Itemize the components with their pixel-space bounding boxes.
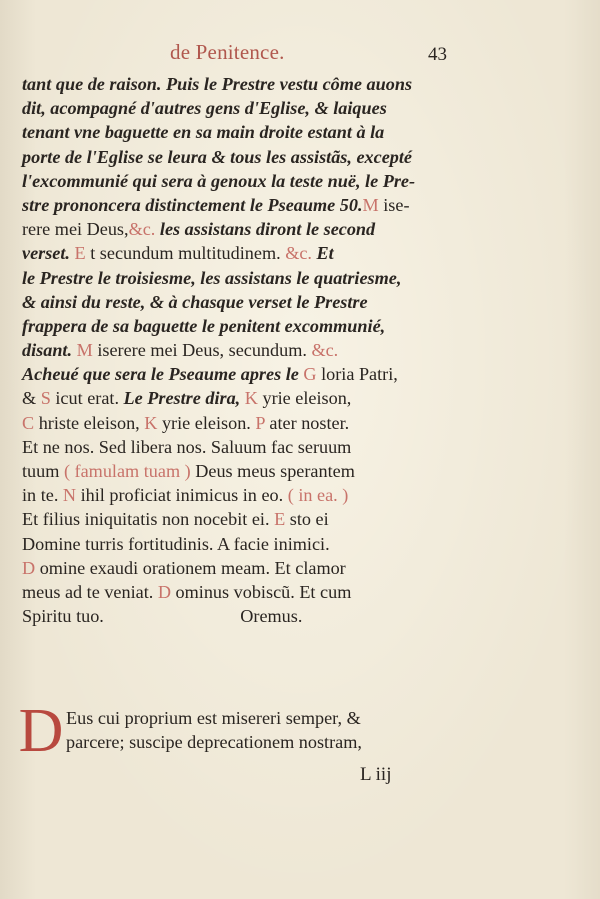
text-run: yrie eleison,: [257, 388, 352, 409]
rubric-initial: &c.: [311, 340, 339, 361]
text-run: omine exaudi orationem meam. Et clamor: [35, 557, 346, 578]
text-line: [22, 604, 462, 628]
text-run: ise-: [378, 194, 410, 215]
text-run: meus ad te veniat.: [22, 581, 158, 602]
text-line: [22, 483, 462, 507]
running-head-title: de Penitence.: [170, 40, 285, 64]
text-run: l'excommunié qui sera à genoux la teste nuë, le Pre-: [22, 170, 416, 191]
text-run: iserere mei Deus, secundum.: [92, 340, 312, 361]
text-run: tuum: [22, 461, 64, 481]
text-line: [22, 96, 462, 120]
text-run: Et: [311, 243, 334, 264]
running-head: [0, 38, 600, 68]
prayer-block: [22, 706, 462, 754]
text-line: [22, 169, 462, 193]
text-run: Deus meus sperantem: [190, 461, 355, 481]
text-line: [22, 386, 462, 410]
rubric-initial: &c.: [285, 243, 312, 264]
drop-cap-initial: D: [18, 697, 64, 765]
signature-mark: L iij: [360, 764, 392, 785]
text-line: [22, 241, 462, 265]
text-run: t secundum multitudinem.: [85, 243, 286, 264]
rubric-initial: K: [144, 412, 158, 433]
text-line: [22, 507, 462, 531]
rubric-initial: P: [255, 412, 265, 433]
text-line: [22, 72, 462, 96]
text-run: Et filius iniquitatis non nocebit ei.: [22, 509, 275, 530]
text-line: [22, 338, 462, 362]
rubric-initial: ( in ea. ): [287, 485, 349, 506]
rubric-initial: E: [274, 509, 286, 530]
text-run: dit, acompagné d'autres gens d'Eglise, & laiques: [22, 98, 387, 119]
text-run: ihil proficiat inimicus in eo.: [76, 485, 288, 506]
rubric-initial: S: [40, 388, 51, 409]
text-line: [22, 435, 462, 459]
rubric-initial: N: [62, 485, 77, 506]
rubric-initial: ( famulam tuam ): [63, 461, 191, 481]
text-run: icut erat.: [50, 388, 124, 409]
text-run: Et ne nos. Sed libera nos. Saluum fac seruum: [22, 436, 352, 457]
text-line: [22, 266, 462, 290]
text-line: [22, 193, 462, 217]
text-line: [22, 532, 462, 556]
text-run: les assistans diront le second: [155, 219, 376, 240]
text-run: rere mei Deus,: [22, 219, 129, 240]
main-text-block: [22, 72, 462, 628]
text-run: le Prestre le troisiesme, les assistans le quatriesme,: [22, 267, 402, 288]
rubric-initial: E: [74, 243, 86, 264]
rubric-initial: K: [244, 388, 258, 409]
text-run: tant que de raison. Puis le Prestre vestu côme auons: [22, 74, 413, 94]
text-run: Le Prestre dira,: [123, 388, 245, 409]
text-run: frappera de sa baguette le penitent excommunié,: [22, 315, 386, 336]
text-line: [22, 362, 462, 386]
page-number: 43: [428, 44, 447, 65]
text-run: &: [22, 388, 41, 409]
text-run: verset.: [22, 243, 75, 264]
text-run: Domine turris fortitudinis. A facie inimici.: [22, 533, 330, 554]
text-run: yrie eleison.: [157, 412, 256, 433]
rubric-initial: D: [157, 581, 171, 602]
text-run: stre prononcera distinctement le Pseaume 50.: [22, 194, 363, 215]
text-run: ominus vobiscũ. Et cum: [171, 581, 352, 602]
prayer-line-2: parcere; suscipe deprecationem nostram,: [66, 732, 362, 753]
text-line: [22, 580, 462, 604]
text-line: [22, 314, 462, 338]
text-run: hriste eleison,: [34, 412, 145, 433]
rubric-initial: &c.: [128, 219, 156, 240]
text-run: in te.: [22, 485, 63, 506]
text-run: sto ei: [285, 509, 329, 530]
text-run: Spiritu tuo. Oremus.: [22, 606, 303, 627]
text-line: [22, 556, 462, 580]
text-run: disant.: [22, 340, 77, 361]
text-line: [22, 145, 462, 169]
prayer-line-1: Eus cui proprium est misereri semper, &: [66, 708, 361, 728]
text-run: Acheué que sera le Pseaume apres le: [22, 364, 304, 385]
text-run: loria Patri,: [316, 364, 398, 385]
rubric-initial: M: [76, 340, 93, 361]
text-run: ater noster.: [264, 412, 350, 433]
text-run: porte de l'Eglise se leura & tous les assistãs, excepté: [22, 146, 413, 167]
text-line: [22, 459, 462, 483]
rubric-initial: M: [362, 194, 379, 215]
rubric-initial: G: [303, 364, 317, 385]
rubric-initial: C: [22, 412, 35, 433]
text-run: tenant vne baguette en sa main droite estant à la: [22, 122, 385, 143]
text-run: & ainsi du reste, & à chasque verset le Prestre: [22, 291, 368, 312]
text-line: [22, 217, 462, 241]
text-line: [22, 290, 462, 314]
text-line: [22, 120, 462, 144]
text-line: [22, 411, 462, 435]
rubric-initial: D: [22, 557, 36, 578]
